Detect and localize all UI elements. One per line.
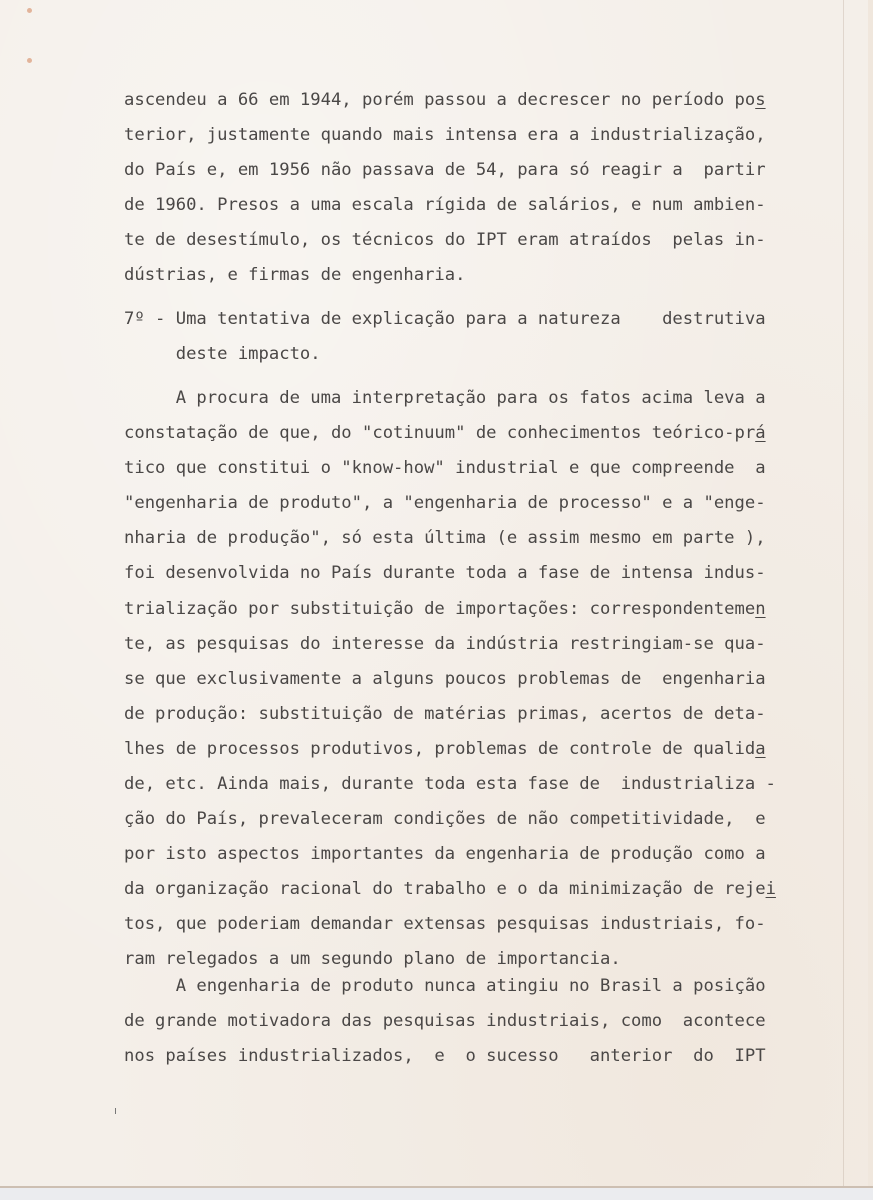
text-line xyxy=(124,342,321,366)
text-line xyxy=(124,1044,766,1068)
text-segment: te de desestímulo, os técnicos do IPT eram atraídos pelas in- xyxy=(124,230,766,250)
text-segment: A engenharia de produto nunca atingiu no Brasil a posição xyxy=(124,976,766,996)
text-line xyxy=(124,597,766,621)
text-line xyxy=(124,421,766,445)
underlined-hyphenation-letter: i xyxy=(765,879,776,899)
text-line xyxy=(124,456,766,480)
paper-speck xyxy=(27,58,32,63)
text-segment: terior, justamente quando mais intensa era a industrialização, xyxy=(124,125,766,145)
text-segment: de produção: substituição de matérias primas, acertos de deta- xyxy=(124,704,766,724)
underlined-hyphenation-letter: a xyxy=(755,739,766,759)
text-segment: "engenharia de produto", a "engenharia de processo" e a "enge- xyxy=(124,493,766,513)
underlined-hyphenation-letter: s xyxy=(755,90,766,110)
underlined-hyphenation-letter: á xyxy=(755,423,766,443)
text-line xyxy=(124,561,766,585)
underlined-hyphenation-letter: n xyxy=(755,599,766,619)
paper-edge xyxy=(868,0,873,1188)
text-line xyxy=(124,877,776,901)
text-line xyxy=(124,807,766,831)
text-line xyxy=(124,632,766,656)
text-line xyxy=(124,307,766,331)
text-segment: dústrias, e firmas de engenharia. xyxy=(124,265,466,285)
text-line xyxy=(124,974,766,998)
text-line xyxy=(124,123,766,147)
text-line xyxy=(124,158,766,182)
text-segment: ram relegados a um segundo plano de importancia. xyxy=(124,949,621,969)
text-line xyxy=(124,526,766,550)
text-segment: nharia de produção", só esta última (e assim mesmo em parte ), xyxy=(124,528,766,548)
text-segment: ascendeu a 66 em 1944, porém passou a decrescer no período po xyxy=(124,90,756,110)
paper-mark xyxy=(115,1108,116,1114)
text-line xyxy=(124,88,766,112)
text-segment: ção do País, prevaleceram condições de não competitividade, e xyxy=(124,809,766,829)
text-segment: A procura de uma interpretação para os fatos acima leva a xyxy=(124,388,766,408)
paper-fold-line xyxy=(843,0,844,1188)
text-segment: tos, que poderiam demandar extensas pesquisas industriais, fo- xyxy=(124,914,766,934)
text-segment: do País e, em 1956 não passava de 54, para só reagir a partir xyxy=(124,160,766,180)
text-segment: de 1960. Presos a uma escala rígida de salários, e num ambien- xyxy=(124,195,766,215)
text-line xyxy=(124,491,766,515)
text-line xyxy=(124,842,766,866)
text-line xyxy=(124,667,766,691)
text-segment: se que exclusivamente a alguns poucos problemas de engenharia xyxy=(124,669,766,689)
text-line xyxy=(124,912,766,936)
text-line xyxy=(124,386,766,410)
text-line xyxy=(124,193,766,217)
text-line xyxy=(124,772,776,796)
text-segment: nos países industrializados, e o sucesso anterior do IPT xyxy=(124,1046,766,1066)
text-segment: de grande motivadora das pesquisas industriais, como acontece xyxy=(124,1011,766,1031)
text-segment: trialização por substituição de importações: correspondenteme xyxy=(124,599,756,619)
text-segment: 7º - Uma tentativa de explicação para a natureza destrutiva xyxy=(124,309,766,329)
text-line xyxy=(124,263,465,287)
text-segment: de, etc. Ainda mais, durante toda esta fase de industrializa - xyxy=(124,774,776,794)
text-line xyxy=(124,702,766,726)
text-line xyxy=(124,228,766,252)
text-segment: lhes de processos produtivos, problemas de controle de qualid xyxy=(124,739,756,759)
text-segment: por isto aspectos importantes da engenharia de produção como a xyxy=(124,844,766,864)
text-segment: deste impacto. xyxy=(124,344,321,364)
text-segment: constatação de que, do "cotinuum" de conhecimentos teórico-pr xyxy=(124,423,756,443)
page-bottom-edge xyxy=(0,1186,873,1188)
text-line xyxy=(124,1009,766,1033)
paper-speck xyxy=(27,8,32,13)
text-line xyxy=(124,947,621,971)
text-segment: da organização racional do trabalho e o da minimização de reje xyxy=(124,879,766,899)
text-line xyxy=(124,737,766,761)
text-segment: te, as pesquisas do interesse da indústria restringiam-se qua- xyxy=(124,634,766,654)
text-segment: foi desenvolvida no País durante toda a fase de intensa indus- xyxy=(124,563,766,583)
text-segment: tico que constitui o "know-how" industrial e que compreende a xyxy=(124,458,766,478)
